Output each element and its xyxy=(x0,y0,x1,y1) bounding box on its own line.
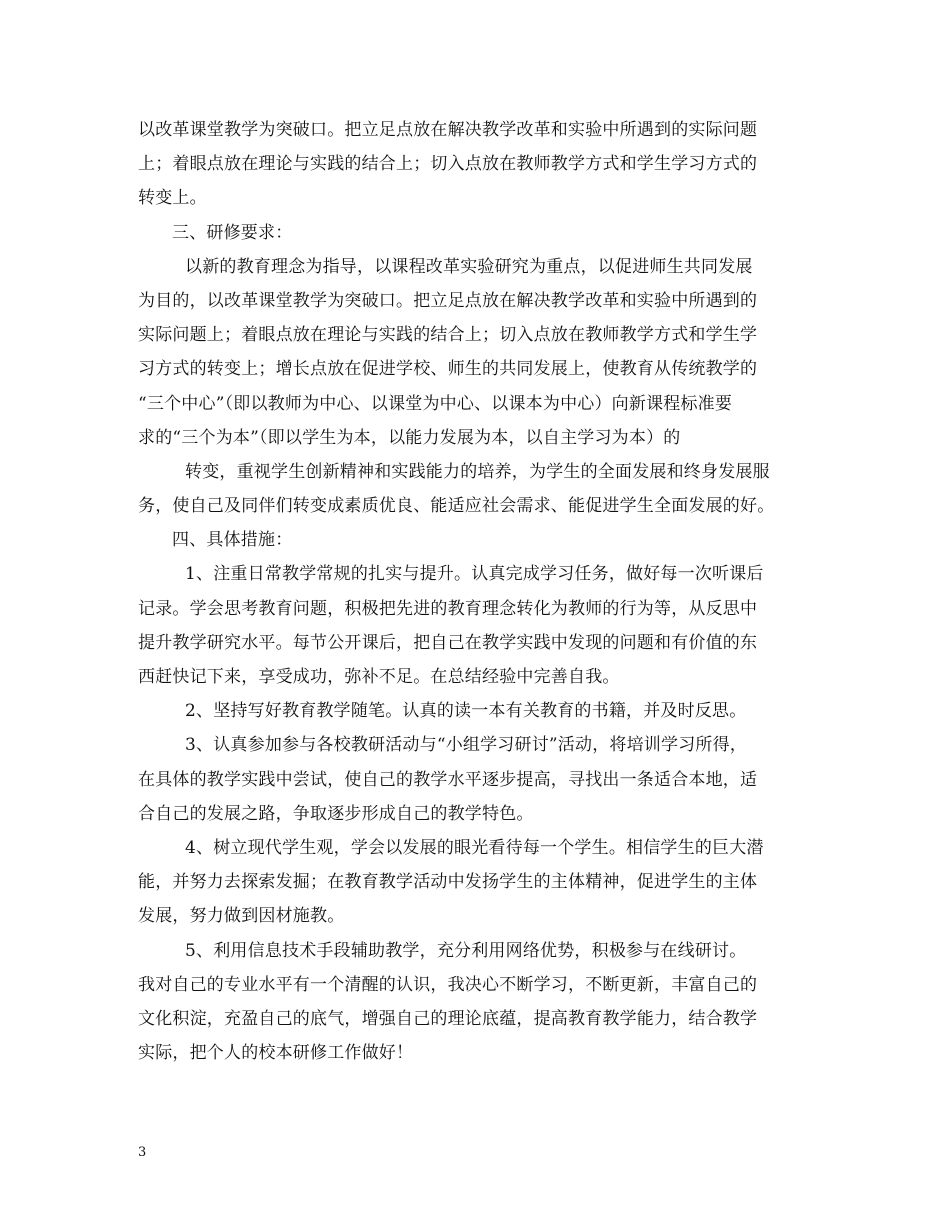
text-line: 务，使自己及同伴们转变成素质优良、能适应社会需求、能促进学生全面发展的好。 xyxy=(138,496,775,517)
text-line: 为目的，以改革课堂教学为突破口。把立足点放在解决教学改革和实验中所遇到的 xyxy=(138,290,758,311)
text-line: 上；着眼点放在理论与实践的结合上；切入点放在教师教学方式和学生学习方式的 xyxy=(138,154,758,175)
text-line: 1、注重日常教学常规的扎实与提升。认真完成学习任务，做好每一次听课后 xyxy=(185,564,764,585)
text-line: 2、坚持写好教育教学随笔。认真的读一本有关教育的书籍，并及时反思。 xyxy=(185,701,747,722)
text-line: 文化积淀，充盈自己的底气，增强自己的理论底蕴，提高教育教学能力，结合教学 xyxy=(138,1008,758,1029)
text-line: 在具体的教学实践中尝试，使自己的教学水平逐步提高，寻找出一条适合本地，适 xyxy=(138,769,758,790)
text-line: 西赶快记下来，享受成功，弥补不足。在总结经验中完善自我。 xyxy=(138,667,620,687)
text-line: 转变上。 xyxy=(138,188,207,209)
text-line: 发展，努力做到因材施教。 xyxy=(138,906,345,927)
text-line: 习方式的转变上；增长点放在促进学校、师生的共同发展上，使教育从传统教学的 xyxy=(138,359,758,380)
text-line: 能，并努力去探索发掘；在教育教学活动中发扬学生的主体精神，促进学生的主体 xyxy=(138,872,758,893)
text-line: “三个中心”（即以教师为中心、以课堂为中心、以课本为中心）向新课程标准要 xyxy=(138,393,733,414)
text-line: 4、树立现代学生观，学会以发展的眼光看待每一个学生。相信学生的巨大潜 xyxy=(185,837,764,858)
text-line: 实际问题上；着眼点放在理论与实践的结合上；切入点放在教师教学方式和学生学 xyxy=(138,325,758,346)
section-heading-requirements: 三、研修要求： xyxy=(172,222,293,243)
text-line: 实际，把个人的校本研修工作做好！ xyxy=(138,1043,414,1064)
section-heading-measures: 四、具体措施： xyxy=(172,530,293,551)
body-text xyxy=(138,113,818,1070)
text-line: 5、利用信息技术手段辅助教学，充分利用网络优势，积极参与在线研讨。 xyxy=(185,940,747,961)
text-line: 提升教学研究水平。每节公开课后，把自己在教学实践中发现的问题和有价值的东 xyxy=(138,632,758,653)
text-line: 合自己的发展之路，争取逐步形成自己的教学特色。 xyxy=(138,803,534,824)
page-number: 3 xyxy=(138,1145,147,1160)
text-line: 3、认真参加参与各校教研活动与“小组学习研讨”活动，将培训学习所得， xyxy=(185,735,747,756)
text-line: 以新的教育理念为指导，以课程改革实验研究为重点，以促进师生共同发展 xyxy=(185,256,753,277)
text-line: 以改革课堂教学为突破口。把立足点放在解决教学改革和实验中所遇到的实际问题 xyxy=(138,120,758,140)
text-line: 求的“三个为本”（即以学生为本，以能力发展为本，以自主学习为本）的 xyxy=(138,427,681,448)
text-line: 我对自己的专业水平有一个清醒的认识，我决心不断学习，不断更新，丰富自己的 xyxy=(138,974,758,995)
text-line: 转变，重视学生创新精神和实践能力的培养，为学生的全面发展和终身发展服 xyxy=(185,461,770,482)
text-line: 记录。学会思考教育问题，积极把先进的教育理念转化为教师的行为等，从反思中 xyxy=(138,598,758,619)
